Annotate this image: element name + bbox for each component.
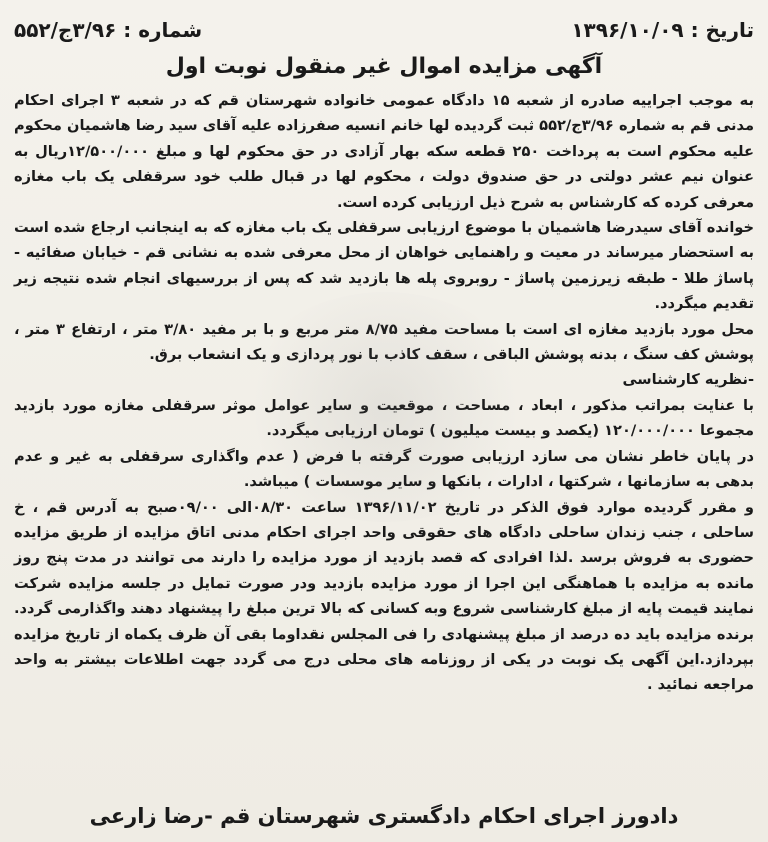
notice-body bbox=[14, 88, 754, 698]
paragraph-inspection: خوانده آقای سیدرضا هاشمیان با موضوع ارزیابی سرقفلی یک باب مغازه که به اینجانب ارجاع شده است به استحضار میرساند در معیت و راهنمایی خواهان از محل معرفی شده به نشانی قم - خیابان صفائیه - پاساژ طلا - طبقه زیرزمین پاساژ - روبروی پله ها بازدید شد که پس از بررسیهای انجام شده نتیجه زیر تقدیم میگردد. bbox=[14, 219, 754, 313]
notice-number: شماره : ۳/۹۶ج/۵۵۲ bbox=[14, 18, 203, 42]
paragraph-assumption: در پایان خاطر نشان می سازد ارزیابی صورت گرفته با فرض ( عدم واگذاری سرقفلی به غیر و عدم بدهی به سازمانها ، شرکتها ، ادارات ، بانکها و سایر موسسات ) میباشد. bbox=[14, 447, 754, 491]
paragraph-valuation: با عنایت بمراتب مذکور ، ابعاد ، مساحت ، موقعیت و سایر عوامل موثر سرقفلی مغازه مورد بازدید مجموعا ۱۲۰/۰۰۰/۰۰۰ (یکصد و بیست میلیون ) تومان ارزیابی میگردد. bbox=[14, 396, 754, 440]
paragraph-expert-heading: -نظریه کارشناسی bbox=[622, 371, 754, 389]
paragraph-shop-description: محل مورد بازدید مغازه ای است با مساحت مفید ۸/۷۵ متر مربع و با بر مفید ۳/۸۰ متر ، ارتفاع ۳ متر ، پوشش کف سنگ ، بدنه پوشش الباقی ، سقف کاذب با نور پردازی و یک انشعاب برق. bbox=[14, 320, 754, 364]
paragraph-ruling: به موجب اجراییه صادره از شعبه ۱۵ دادگاه عمومی خانواده شهرستان قم که در شعبه ۳ اجرای احکام مدنی قم به شماره ۳/۹۶ج/۵۵۲ ثبت گردیده لها خانم انسیه صفرزاده علیه آقای سید رضا هاشمیان محکوم علیه محکوم است به پرداخت ۲۵۰ قطعه سکه بهار آزادی در حق محکوم لها و مبلغ ۱۲/۵۰۰/۰۰۰ریال به عنوان نیم عشر دولتی در حق صندوق دولت ، محکوم لها در قبال طلب خود سرقفلی یک باب مغازه معرفی کرده که کارشناس به شرح ذیل ارزیابی کرده است. bbox=[14, 92, 754, 211]
notice-date: تاریخ : ۱۳۹۶/۱۰/۰۹ bbox=[571, 18, 754, 42]
signature-line: دادورز اجرای احکام دادگستری شهرستان قم -رضا زارعی bbox=[89, 804, 679, 828]
notice-title: آگهی مزایده اموال غیر منقول نوبت اول bbox=[165, 54, 603, 79]
header-row bbox=[14, 8, 754, 52]
paragraph-auction-terms: و مقرر گردیده موارد فوق الذکر در تاریخ ۱۳۹۶/۱۱/۰۲ ساعت ۰۸/۳۰الی ۰۹/۰۰صبح به آدرس قم ، خ ساحلی ، جنب زندان ساحلی دادگاه های حقوقی واحد اجرای احکام مدنی اتاق مزایده از طریق مزایده حضوری به فروش برسد .لذا افرادی که قصد بازدید از مورد مزایده را دارند می توانند در مدت پنج روز مانده به مزایده با هماهنگی این اجرا از مورد مزایده بازدید ودر صورت تمایل در جلسه مزایده شرکت نمایند قیمت پایه از مبلغ کارشناسی شروع وبه کسانی که بالا ترین مبلغ را پیشنهاد دهند واگذارمی گردد. برنده مزایده باید ده درصد از مبلغ پیشنهادی را فی المجلس نقداوما بقی آن ظرف یکماه از تاریخ مزایده بپردازد.این آگهی یک نوبت در یکی از روزنامه های محلی درج می گردد جهت اطلاعات بیشتر به واحد مراجعه نمائید . bbox=[14, 498, 755, 694]
